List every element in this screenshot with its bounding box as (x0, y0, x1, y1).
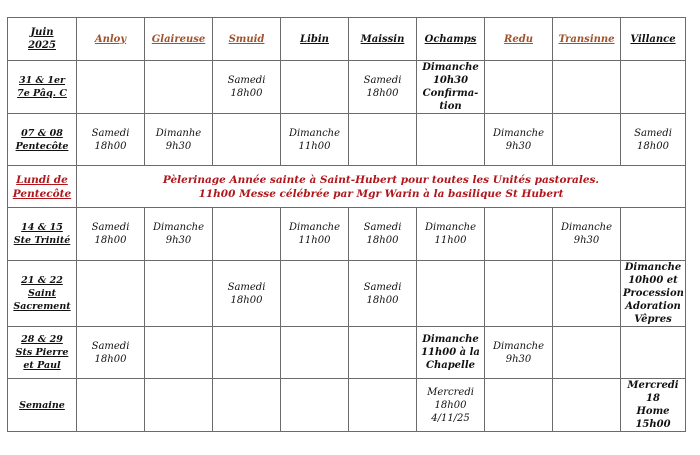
mass-cell (485, 208, 553, 261)
special-row (8, 166, 686, 208)
mass-cell: Dimanche 9h30 (485, 327, 553, 379)
schedule-row (8, 379, 686, 432)
mass-cell (213, 114, 281, 166)
mass-cell: Samedi 18h00 (213, 61, 281, 114)
schedule-row (8, 114, 686, 166)
parish-header: Redu (485, 18, 553, 61)
date-cell: Semaine (8, 379, 77, 432)
mass-cell (145, 327, 213, 379)
mass-cell (281, 261, 349, 327)
mass-cell: Samedi 18h00 (621, 114, 686, 166)
mass-cell (77, 379, 145, 432)
parish-header: Transinne (553, 18, 621, 61)
mass-cell (213, 379, 281, 432)
date-cell: 28 & 29 Sts Pierre et Paul (8, 327, 77, 379)
mass-cell (281, 379, 349, 432)
mass-cell (485, 61, 553, 114)
mass-cell (213, 327, 281, 379)
mass-cell (553, 379, 621, 432)
schedule-row (8, 208, 686, 261)
mass-cell (621, 208, 686, 261)
parish-header: Glaireuse (145, 18, 213, 61)
mass-cell (417, 261, 485, 327)
schedule-row (8, 61, 686, 114)
mass-cell: Samedi 18h00 (213, 261, 281, 327)
mass-cell: Samedi 18h00 (349, 61, 417, 114)
schedule-row (8, 261, 686, 327)
mass-cell (485, 379, 553, 432)
header-row (8, 18, 686, 61)
parish-header: Maissin (349, 18, 417, 61)
parish-header: Ochamps (417, 18, 485, 61)
mass-cell (145, 61, 213, 114)
parish-header: Smuid (213, 18, 281, 61)
mass-cell: Dimanche 11h00 (417, 208, 485, 261)
mass-cell (553, 327, 621, 379)
mass-cell (145, 379, 213, 432)
mass-cell (553, 114, 621, 166)
mass-cell: Dimanche 9h30 (145, 208, 213, 261)
mass-cell: Dimanche 10h00 et Procession Adoration Vêpres (621, 261, 686, 327)
date-cell: 31 & 1er 7e Pâq. C (8, 61, 77, 114)
month-header: Juin 2025 (8, 18, 77, 61)
date-cell: 07 & 08 Pentecôte (8, 114, 77, 166)
mass-cell (553, 261, 621, 327)
mass-cell (485, 261, 553, 327)
mass-cell (417, 114, 485, 166)
date-cell: 21 & 22 Saint Sacrement (8, 261, 77, 327)
mass-cell: Dimanche 11h00 (281, 208, 349, 261)
mass-cell (281, 327, 349, 379)
mass-cell: Dimanche 11h00 (281, 114, 349, 166)
mass-cell (349, 379, 417, 432)
schedule-body (8, 61, 686, 432)
mass-cell (77, 61, 145, 114)
mass-cell: Samedi 18h00 (77, 114, 145, 166)
mass-cell: Dimanche 10h30 Confirma- tion (417, 61, 485, 114)
mass-cell (349, 327, 417, 379)
mass-cell (77, 261, 145, 327)
parish-header: Villance (621, 18, 686, 61)
mass-cell (145, 261, 213, 327)
mass-cell: Mercredi 18h00 4/11/25 (417, 379, 485, 432)
mass-cell (213, 208, 281, 261)
mass-cell: Dimanche 9h30 (553, 208, 621, 261)
mass-cell (553, 61, 621, 114)
mass-cell: Mercredi 18 Home 15h00 (621, 379, 686, 432)
mass-cell: Dimanhe 9h30 (145, 114, 213, 166)
mass-cell: Samedi 18h00 (349, 261, 417, 327)
mass-cell: Dimanche 9h30 (485, 114, 553, 166)
mass-cell: Samedi 18h00 (349, 208, 417, 261)
mass-cell: Dimanche 11h00 à la Chapelle (417, 327, 485, 379)
pilgrimage-notice: Pèlerinage Année sainte à Saint-Hubert pour toutes les Unités pastorales. 11h00 Messe célébrée par Mgr Warin à la basilique St Hubert (77, 166, 686, 208)
mass-cell: Samedi 18h00 (77, 208, 145, 261)
mass-cell (621, 61, 686, 114)
mass-schedule-table (7, 17, 686, 432)
parish-header: Libin (281, 18, 349, 61)
mass-cell (621, 327, 686, 379)
mass-cell: Samedi 18h00 (77, 327, 145, 379)
mass-cell (281, 61, 349, 114)
date-cell: 14 & 15 Ste Trinité (8, 208, 77, 261)
schedule-row (8, 327, 686, 379)
special-row-label: Lundi de Pentecôte (8, 166, 77, 208)
parish-header: Anloy (77, 18, 145, 61)
mass-cell (349, 114, 417, 166)
